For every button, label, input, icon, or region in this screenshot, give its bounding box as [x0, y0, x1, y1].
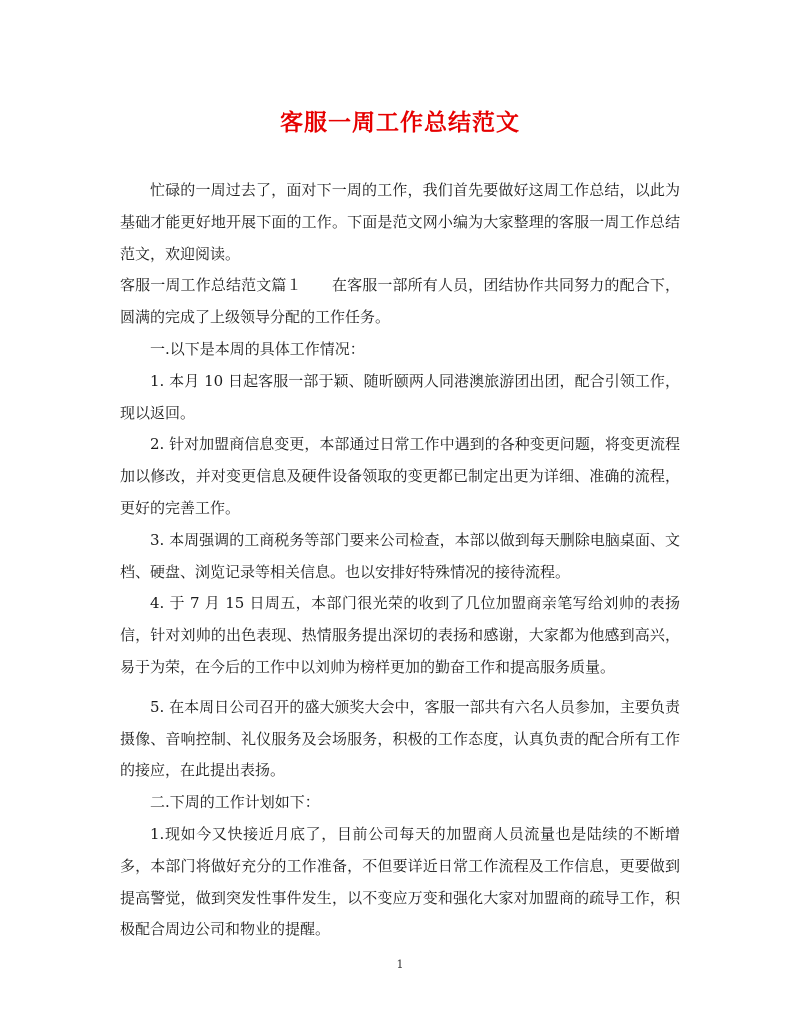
document-title: 客服一周工作总结范文: [280, 109, 520, 136]
paragraph-item-4: 4. 于 7 月 15 日周五，本部门很光荣的收到了几位加盟商亲笔写给刘帅的表扬信，针对刘帅的出色表现、热情服务提出深切的表扬和感谢，大家都为他感到高兴，易于为荣，在今后的工作中以刘帅为榜样更加的勤奋工作和提高服务质量。: [120, 594, 680, 676]
paragraph-item-1: 1. 本月 10 日起客服一部于颖、随昕颐两人同港澳旅游团出团，配合引领工作，现以返回。: [120, 371, 680, 422]
paragraph-item-3: 3. 本周强调的工商税务等部门要来公司检查，本部以做到每天删除电脑桌面、文档、硬盘、浏览记录等相关信息。也以安排好特殊情况的接待流程。: [120, 530, 680, 581]
page-number: 1: [396, 958, 404, 971]
paragraph-plan-item-1: 1.现如今又快接近月底了，目前公司每天的加盟商人员流量也是陆续的不断增多，本部门将做好充分的工作准备，不但要详近日常工作流程及工作信息，更要做到提高警觉，做到突发性事件发生，以不变应万变和强化大家对加盟商的疏导工作，积极配合周边公司和物业的提醒。: [120, 824, 680, 939]
paragraph-work-status-heading: 一.以下是本周的具体工作情况：: [150, 339, 365, 358]
paragraph-plan-heading: 二.下周的工作计划如下：: [150, 793, 320, 812]
paragraph-item-2: 2. 针对加盟商信息变更，本部通过日常工作中遇到的各种变更问题，将变更流程加以修改，并对变更信息及硬件设备领取的变更都已制定出更为详细、准确的流程，更好的完善工作。: [120, 435, 680, 517]
paragraph-item-5: 5. 在本周日公司召开的盛大颁奖大会中，客服一部共有六名人员参加，主要负责摄像、音响控制、礼仪服务及会场服务，积极的工作态度，认真负责的配合所有工作的接应，在此提出表扬。: [120, 697, 680, 780]
paragraph-section-1-heading: 客服一周工作总结范文篇１ 在客服一部所有人员，团结协作共同努力的配合下，圆满的完成了上级领导分配的工作任务。: [120, 276, 680, 327]
paragraph-intro: 忙碌的一周过去了，面对下一周的工作，我们首先要做好这周工作总结，以此为基础才能更好地开展下面的工作。下面是范文网小编为大家整理的客服一周工作总结范文，欢迎阅读。: [120, 181, 680, 263]
document-body: [120, 175, 680, 946]
